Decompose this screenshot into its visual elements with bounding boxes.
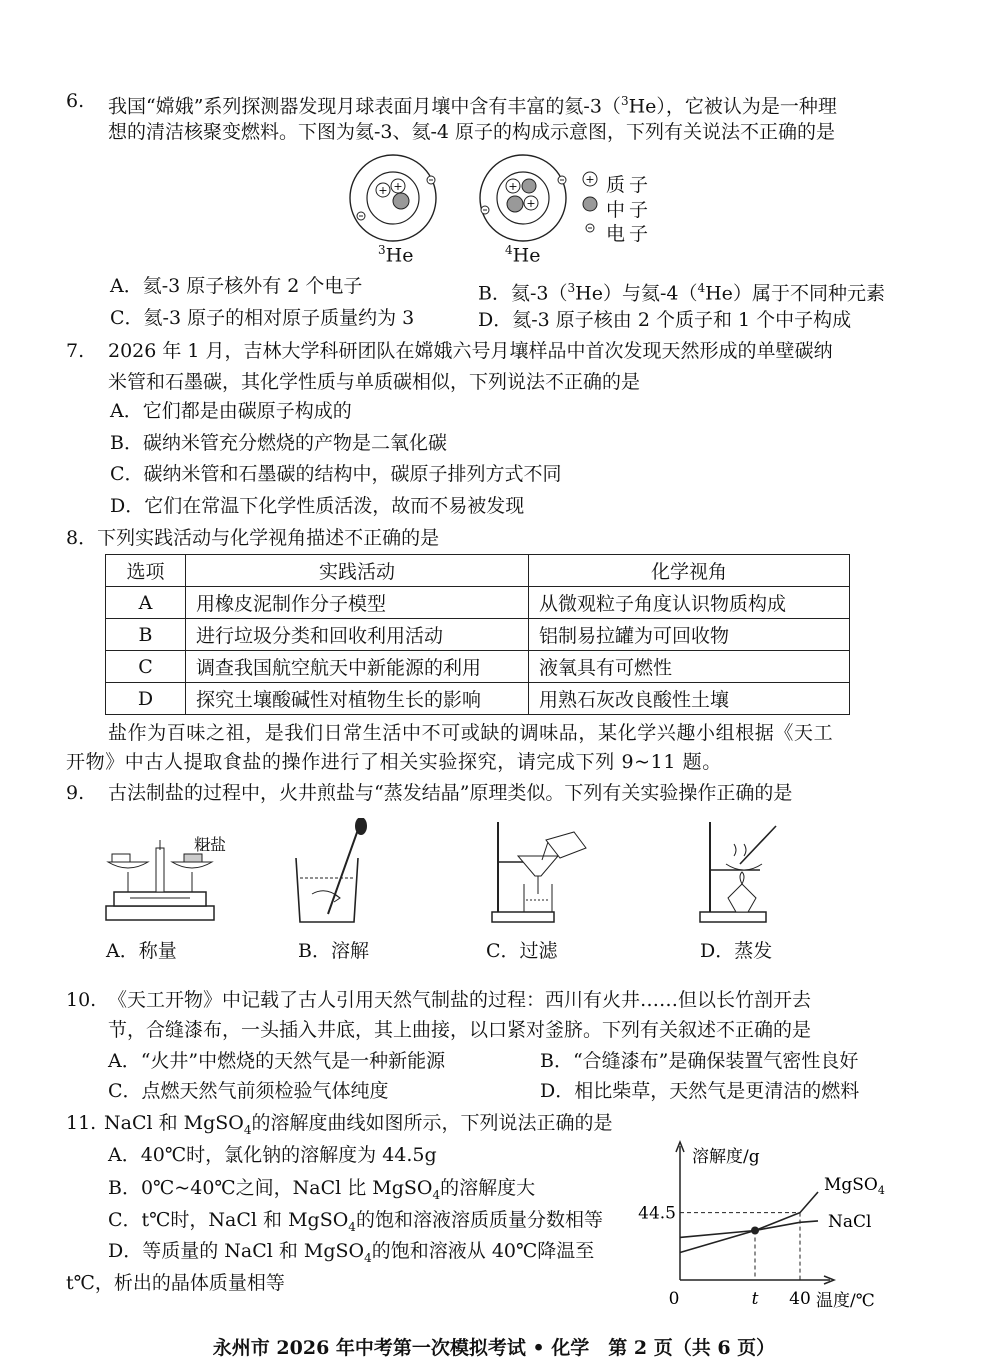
legend-electron-label: 电子	[606, 223, 653, 245]
q7-option-c: C．碳纳米管和石墨碳的结构中，碳原子排列方式不同	[110, 463, 562, 485]
x-tick-label-t: t	[751, 1289, 759, 1309]
series-label-mgso4: MgSO$_4$	[824, 1175, 885, 1197]
q6-option-a: A．氦-3 原子核外有 2 个电子	[110, 275, 363, 297]
series-line-nacl	[680, 1221, 818, 1238]
legend-neutron-label: 中子	[606, 199, 653, 221]
q7-line2: 米管和石墨碳，其化学性质与单质碳相似，下列说法不正确的是	[108, 371, 641, 393]
x-axis-label: 温度/℃	[816, 1291, 875, 1311]
q7-line1: 2026 年 1 月，吉林大学科研团队在嫦娥六号月壤样品中首次发现天然形成的单壁碳纳	[108, 340, 833, 362]
q6-option-d: D．氦-3 原子核由 2 个质子和 1 个中子构成	[478, 309, 852, 331]
solubility-chart	[630, 1132, 905, 1312]
he3-atom	[350, 155, 436, 241]
col-header-view: 化学视角	[529, 555, 850, 587]
svg-text:+: +	[378, 184, 388, 197]
q9-line1: 古法制盐的过程中，火井煎盐与“蒸发结晶”原理类似。下列有关实验操作正确的是	[108, 782, 793, 804]
q10-number: 10.	[66, 989, 97, 1011]
q9-number: 9.	[66, 782, 85, 804]
q11-option-d: D．等质量的 NaCl 和 MgSO$_4$的饱和溶液从 40℃降温至	[108, 1240, 595, 1265]
q11-number: 11.	[66, 1112, 97, 1134]
row-option: D	[106, 683, 186, 715]
q10-option-d: D．相比柴草，天然气是更清洁的燃料	[540, 1080, 860, 1102]
row-view: 铝制易拉罐为可回收物	[529, 619, 850, 651]
row-activity: 进行垃圾分类和回收利用活动	[186, 619, 529, 651]
col-header-option: 选项	[106, 555, 186, 587]
intersection-point	[751, 1227, 759, 1235]
q6-number: 6.	[66, 90, 85, 112]
balance-label: 粗盐	[194, 835, 227, 854]
row-view: 用熟石灰改良酸性土壤	[529, 683, 850, 715]
neutron	[507, 196, 523, 212]
q10-line2: 节，合缝漆布，一头插入井底，其上曲接，以口紧对釜脐。下列有关叙述不正确的是	[108, 1019, 812, 1041]
he4-caption: $^4$He	[505, 243, 541, 267]
q7-number: 7.	[66, 340, 85, 362]
y-tick-label: 44.5	[638, 1203, 676, 1224]
legend-neutron-icon	[583, 197, 597, 211]
q9-option-d: D．蒸发	[700, 940, 773, 962]
q11-line1: NaCl 和 MgSO$_4$的溶解度曲线如图所示，下列说法正确的是	[104, 1112, 613, 1137]
neutron	[393, 193, 409, 209]
svg-text:+: +	[393, 180, 403, 193]
origin-label: 0	[668, 1289, 680, 1309]
q8-table-header	[106, 555, 850, 587]
series-label-nacl: NaCl	[828, 1211, 872, 1232]
row-option: A	[106, 587, 186, 619]
q6-line2: 想的清洁核聚变燃料。下图为氦-3、氦-4 原子的构成示意图，下列有关说法不正确的是	[108, 121, 836, 143]
q8-line1: 8．下列实践活动与化学视角描述不正确的是	[66, 527, 440, 549]
q11-option-c: C．t℃时，NaCl 和 MgSO$_4$的饱和溶液溶质质量分数相等	[108, 1209, 603, 1234]
q6-option-b: B．氦-3（$^3$He）与氦-4（$^4$He）属于不同种元素	[478, 281, 885, 305]
q9-option-b: B．溶解	[298, 940, 369, 962]
y-axis-label: 溶解度/g	[692, 1147, 760, 1167]
q10-option-a: A．“火井”中燃烧的天然气是一种新能源	[108, 1050, 446, 1072]
row-activity: 探究土壤酸碱性对植物生长的影响	[186, 683, 529, 715]
row-view: 液氧具有可燃性	[529, 651, 850, 683]
x-tick-label-40: 40	[789, 1289, 811, 1309]
intro-line1: 盐作为百味之祖，是我们日常生活中不可或缺的调味品，某化学兴趣小组根据《天工	[108, 722, 834, 744]
table-row	[106, 683, 850, 715]
q7-option-a: A．它们都是由碳原子构成的	[110, 400, 352, 422]
table-row	[106, 651, 850, 683]
q7-option-d: D．它们在常温下化学性质活泼，故而不易被发现	[110, 495, 525, 517]
svg-text:+: +	[585, 173, 595, 186]
svg-text:+: +	[526, 197, 536, 210]
row-activity: 用橡皮泥制作分子模型	[186, 587, 529, 619]
neutron	[522, 179, 536, 193]
q11-option-b: B．0℃~40℃之间，NaCl 比 MgSO$_4$的溶解度大	[108, 1177, 536, 1202]
row-option: C	[106, 651, 186, 683]
q8-table	[105, 554, 850, 715]
col-header-activity: 实践活动	[186, 555, 529, 587]
q9-option-a: A．称量	[106, 940, 177, 962]
q10-option-c: C．点燃天然气前须检验气体纯度	[108, 1080, 389, 1102]
row-view: 从微观粒子角度认识物质构成	[529, 587, 850, 619]
q6-option-c: C．氦-3 原子的相对原子质量约为 3	[110, 307, 415, 329]
table-row	[106, 587, 850, 619]
dissolving-illustration	[290, 818, 370, 926]
q10-option-b: B．“合缝漆布”是确保装置气密性良好	[540, 1050, 859, 1072]
table-row	[106, 619, 850, 651]
he3-caption: $^3$He	[378, 243, 414, 267]
svg-text:+: +	[508, 180, 518, 193]
q10-line1: 《天工开物》中记载了古人引用天然气制盐的过程：西川有火井……但以长竹剖开去	[108, 989, 812, 1011]
q6-line1: 我国“嫦娥”系列探测器发现月球表面月壤中含有丰富的氦-3（$^3$He），它被认为是一种理	[108, 94, 837, 118]
evaporating-illustration	[696, 818, 786, 924]
q11-option-d-line2: t℃，析出的晶体质量相等	[66, 1272, 285, 1294]
q11-option-a: A．40℃时，氯化钠的溶解度为 44.5g	[108, 1144, 437, 1166]
q7-option-b: B．碳纳米管充分燃烧的产物是二氧化碳	[110, 432, 447, 454]
filtering-illustration	[488, 818, 598, 924]
page-footer: 永州市 2026 年中考第一次模拟考试 • 化学 第 2 页（共 6 页）	[212, 1337, 776, 1359]
row-option: B	[106, 619, 186, 651]
he4-atom	[480, 155, 566, 241]
q9-option-c: C．过滤	[486, 940, 558, 962]
legend-proton-label: 质子	[606, 174, 653, 196]
row-activity: 调查我国航空航天中新能源的利用	[186, 651, 529, 683]
intro-line2: 开物》中古人提取食盐的操作进行了相关实验探究，请完成下列 9~11 题。	[66, 751, 722, 773]
